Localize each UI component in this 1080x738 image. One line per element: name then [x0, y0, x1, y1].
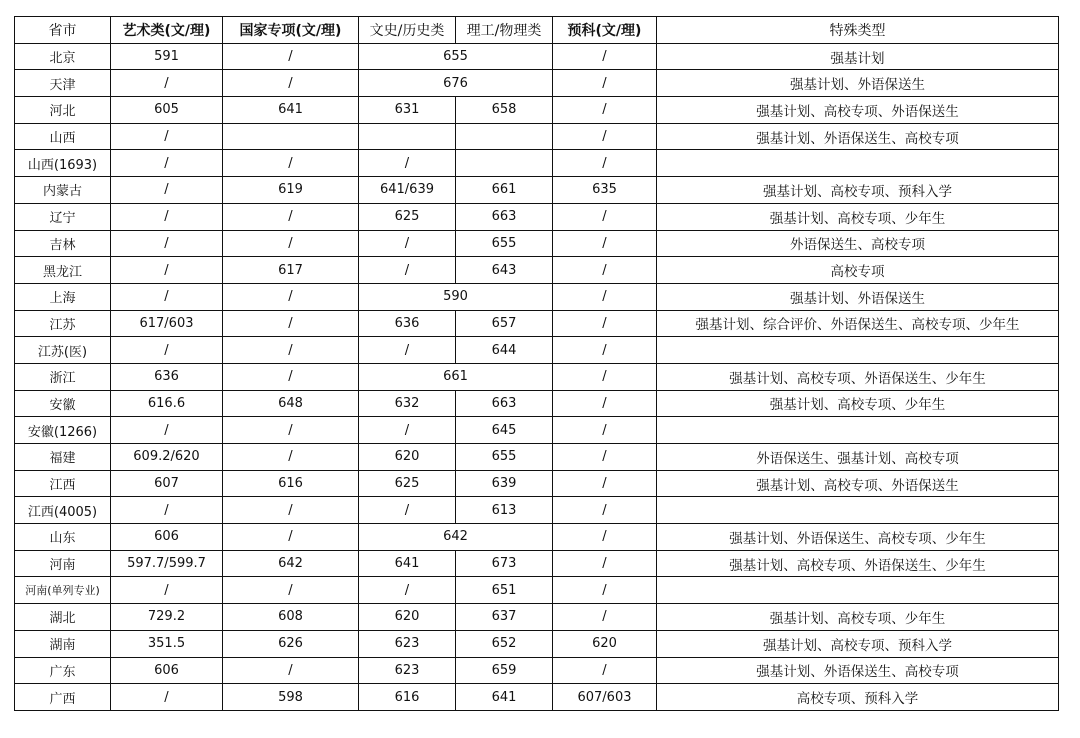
combined-score-cell: 661: [359, 363, 553, 390]
art-score-cell: /: [111, 684, 223, 711]
liberal-arts-score-cell: 620: [359, 444, 456, 471]
combined-score-cell: 642: [359, 524, 553, 551]
special-type-cell: 强基计划、高校专项、预科入学: [657, 630, 1059, 657]
national-special-cell: 598: [223, 684, 359, 711]
special-type-cell: 强基计划、外语保送生、高校专项、少年生: [657, 524, 1059, 551]
national-special-cell: [223, 123, 359, 150]
liberal-arts-score-cell: /: [359, 417, 456, 444]
table-row: [15, 550, 1059, 577]
liberal-arts-score-cell: 625: [359, 470, 456, 497]
table-row: [15, 43, 1059, 70]
liberal-arts-score-cell: /: [359, 150, 456, 177]
national-special-cell: 617: [223, 257, 359, 284]
special-type-cell: 强基计划、高校专项、少年生: [657, 604, 1059, 631]
table-row: [15, 257, 1059, 284]
table-row: [15, 390, 1059, 417]
liberal-arts-score-cell: 632: [359, 390, 456, 417]
science-score-cell: 637: [456, 604, 553, 631]
table-row: [15, 444, 1059, 471]
table-row: [15, 337, 1059, 364]
province-cell: 黑龙江: [15, 257, 111, 284]
national-special-cell: 619: [223, 177, 359, 204]
preparatory-score-cell: /: [553, 97, 657, 124]
national-special-cell: /: [223, 203, 359, 230]
province-cell: 吉林: [15, 230, 111, 257]
preparatory-score-cell: /: [553, 444, 657, 471]
preparatory-score-cell: /: [553, 283, 657, 310]
art-score-cell: 609.2/620: [111, 444, 223, 471]
national-special-cell: 608: [223, 604, 359, 631]
province-cell: 福建: [15, 444, 111, 471]
province-cell: 河南(单列专业): [15, 577, 111, 604]
science-score-cell: 644: [456, 337, 553, 364]
province-cell: 天津: [15, 70, 111, 97]
preparatory-score-cell: /: [553, 43, 657, 70]
liberal-arts-score-cell: 623: [359, 657, 456, 684]
science-score-cell: 655: [456, 444, 553, 471]
preparatory-score-cell: /: [553, 417, 657, 444]
liberal-arts-score-cell: 620: [359, 604, 456, 631]
province-cell: 河南: [15, 550, 111, 577]
science-score-cell: 661: [456, 177, 553, 204]
header-national-special: 国家专项(文/理): [223, 17, 359, 44]
liberal-arts-score-cell: 625: [359, 203, 456, 230]
art-score-cell: 616.6: [111, 390, 223, 417]
combined-score-cell: 590: [359, 283, 553, 310]
special-type-cell: 强基计划、高校专项、少年生: [657, 390, 1059, 417]
table-row: [15, 177, 1059, 204]
header-liberal-arts: 文史/历史类: [359, 17, 456, 44]
special-type-cell: 强基计划、外语保送生、高校专项: [657, 123, 1059, 150]
science-score-cell: 641: [456, 684, 553, 711]
national-special-cell: 641: [223, 97, 359, 124]
province-cell: 北京: [15, 43, 111, 70]
science-score-cell: 657: [456, 310, 553, 337]
province-cell: 湖南: [15, 630, 111, 657]
preparatory-score-cell: /: [553, 123, 657, 150]
special-type-cell: 强基计划、外语保送生: [657, 70, 1059, 97]
province-cell: 江苏(医): [15, 337, 111, 364]
national-special-cell: /: [223, 283, 359, 310]
science-score-cell: 655: [456, 230, 553, 257]
special-type-cell: 强基计划、综合评价、外语保送生、高校专项、少年生: [657, 310, 1059, 337]
special-type-cell: 高校专项: [657, 257, 1059, 284]
art-score-cell: /: [111, 123, 223, 150]
table-row: [15, 123, 1059, 150]
preparatory-score-cell: 635: [553, 177, 657, 204]
liberal-arts-score-cell: 623: [359, 630, 456, 657]
table-row: [15, 363, 1059, 390]
art-score-cell: 597.7/599.7: [111, 550, 223, 577]
national-special-cell: /: [223, 70, 359, 97]
province-cell: 山西(1693): [15, 150, 111, 177]
art-score-cell: 729.2: [111, 604, 223, 631]
liberal-arts-score-cell: 641/639: [359, 177, 456, 204]
preparatory-score-cell: /: [553, 230, 657, 257]
science-score-cell: 658: [456, 97, 553, 124]
art-score-cell: /: [111, 417, 223, 444]
table-row: [15, 630, 1059, 657]
art-score-cell: /: [111, 497, 223, 524]
province-cell: 安徽: [15, 390, 111, 417]
preparatory-score-cell: 620: [553, 630, 657, 657]
national-special-cell: /: [223, 363, 359, 390]
national-special-cell: /: [223, 43, 359, 70]
science-score-cell: 643: [456, 257, 553, 284]
national-special-cell: /: [223, 524, 359, 551]
special-type-cell: [657, 337, 1059, 364]
special-type-cell: 高校专项、预科入学: [657, 684, 1059, 711]
liberal-arts-score-cell: /: [359, 230, 456, 257]
art-score-cell: /: [111, 203, 223, 230]
table-row: [15, 497, 1059, 524]
table-row: [15, 577, 1059, 604]
header-special-type: 特殊类型: [657, 17, 1059, 44]
national-special-cell: /: [223, 657, 359, 684]
preparatory-score-cell: /: [553, 550, 657, 577]
table-row: [15, 417, 1059, 444]
province-cell: 广东: [15, 657, 111, 684]
science-score-cell: 652: [456, 630, 553, 657]
art-score-cell: /: [111, 257, 223, 284]
province-cell: 河北: [15, 97, 111, 124]
national-special-cell: 648: [223, 390, 359, 417]
province-cell: 辽宁: [15, 203, 111, 230]
science-score-cell: 613: [456, 497, 553, 524]
liberal-arts-score-cell: [359, 123, 456, 150]
science-score-cell: [456, 150, 553, 177]
table-row: [15, 310, 1059, 337]
preparatory-score-cell: /: [553, 657, 657, 684]
national-special-cell: /: [223, 150, 359, 177]
preparatory-score-cell: /: [553, 337, 657, 364]
art-score-cell: /: [111, 337, 223, 364]
combined-score-cell: 676: [359, 70, 553, 97]
science-score-cell: 663: [456, 390, 553, 417]
province-cell: 广西: [15, 684, 111, 711]
science-score-cell: 645: [456, 417, 553, 444]
special-type-cell: [657, 497, 1059, 524]
preparatory-score-cell: 607/603: [553, 684, 657, 711]
special-type-cell: 强基计划、高校专项、外语保送生、少年生: [657, 363, 1059, 390]
preparatory-score-cell: /: [553, 524, 657, 551]
national-special-cell: /: [223, 417, 359, 444]
province-cell: 山西: [15, 123, 111, 150]
national-special-cell: /: [223, 497, 359, 524]
preparatory-score-cell: /: [553, 70, 657, 97]
preparatory-score-cell: /: [553, 470, 657, 497]
special-type-cell: 外语保送生、强基计划、高校专项: [657, 444, 1059, 471]
table-row: [15, 97, 1059, 124]
province-cell: 安徽(1266): [15, 417, 111, 444]
preparatory-score-cell: /: [553, 390, 657, 417]
admission-score-table: [14, 16, 1059, 711]
special-type-cell: [657, 150, 1059, 177]
table-row: [15, 470, 1059, 497]
science-score-cell: 673: [456, 550, 553, 577]
preparatory-score-cell: /: [553, 577, 657, 604]
art-score-cell: 617/603: [111, 310, 223, 337]
province-cell: 江西(4005): [15, 497, 111, 524]
special-type-cell: 强基计划、高校专项、少年生: [657, 203, 1059, 230]
preparatory-score-cell: /: [553, 604, 657, 631]
preparatory-score-cell: /: [553, 497, 657, 524]
province-cell: 内蒙古: [15, 177, 111, 204]
preparatory-score-cell: /: [553, 257, 657, 284]
combined-score-cell: 655: [359, 43, 553, 70]
special-type-cell: 强基计划: [657, 43, 1059, 70]
special-type-cell: 强基计划、外语保送生: [657, 283, 1059, 310]
liberal-arts-score-cell: /: [359, 337, 456, 364]
science-score-cell: 659: [456, 657, 553, 684]
national-special-cell: 616: [223, 470, 359, 497]
table-row: [15, 524, 1059, 551]
special-type-cell: 强基计划、高校专项、预科入学: [657, 177, 1059, 204]
table-row: [15, 283, 1059, 310]
art-score-cell: /: [111, 230, 223, 257]
national-special-cell: /: [223, 444, 359, 471]
table-row: [15, 604, 1059, 631]
art-score-cell: /: [111, 177, 223, 204]
special-type-cell: 外语保送生、高校专项: [657, 230, 1059, 257]
science-score-cell: 663: [456, 203, 553, 230]
art-score-cell: 605: [111, 97, 223, 124]
header-row: [15, 17, 1059, 44]
header-preparatory: 预科(文/理): [553, 17, 657, 44]
liberal-arts-score-cell: 616: [359, 684, 456, 711]
national-special-cell: /: [223, 577, 359, 604]
art-score-cell: 606: [111, 524, 223, 551]
science-score-cell: [456, 123, 553, 150]
header-province: 省市: [15, 17, 111, 44]
preparatory-score-cell: /: [553, 150, 657, 177]
special-type-cell: [657, 417, 1059, 444]
national-special-cell: /: [223, 310, 359, 337]
national-special-cell: 642: [223, 550, 359, 577]
art-score-cell: 591: [111, 43, 223, 70]
province-cell: 上海: [15, 283, 111, 310]
liberal-arts-score-cell: /: [359, 577, 456, 604]
art-score-cell: /: [111, 577, 223, 604]
preparatory-score-cell: /: [553, 203, 657, 230]
liberal-arts-score-cell: 636: [359, 310, 456, 337]
liberal-arts-score-cell: 631: [359, 97, 456, 124]
science-score-cell: 651: [456, 577, 553, 604]
special-type-cell: [657, 577, 1059, 604]
national-special-cell: 626: [223, 630, 359, 657]
art-score-cell: /: [111, 283, 223, 310]
national-special-cell: /: [223, 337, 359, 364]
special-type-cell: 强基计划、高校专项、外语保送生: [657, 97, 1059, 124]
table-row: [15, 203, 1059, 230]
province-cell: 湖北: [15, 604, 111, 631]
table-row: [15, 150, 1059, 177]
province-cell: 浙江: [15, 363, 111, 390]
art-score-cell: /: [111, 70, 223, 97]
liberal-arts-score-cell: 641: [359, 550, 456, 577]
art-score-cell: 351.5: [111, 630, 223, 657]
preparatory-score-cell: /: [553, 363, 657, 390]
art-score-cell: 607: [111, 470, 223, 497]
province-cell: 江苏: [15, 310, 111, 337]
table-body: [15, 43, 1059, 710]
national-special-cell: /: [223, 230, 359, 257]
art-score-cell: /: [111, 150, 223, 177]
science-score-cell: 639: [456, 470, 553, 497]
special-type-cell: 强基计划、外语保送生、高校专项: [657, 657, 1059, 684]
table-row: [15, 657, 1059, 684]
header-art: 艺术类(文/理): [111, 17, 223, 44]
special-type-cell: 强基计划、高校专项、外语保送生、少年生: [657, 550, 1059, 577]
score-table-container: [14, 16, 1059, 711]
header-science: 理工/物理类: [456, 17, 553, 44]
art-score-cell: 636: [111, 363, 223, 390]
table-row: [15, 230, 1059, 257]
art-score-cell: 606: [111, 657, 223, 684]
liberal-arts-score-cell: /: [359, 497, 456, 524]
preparatory-score-cell: /: [553, 310, 657, 337]
table-row: [15, 684, 1059, 711]
table-row: [15, 70, 1059, 97]
province-cell: 山东: [15, 524, 111, 551]
province-cell: 江西: [15, 470, 111, 497]
liberal-arts-score-cell: /: [359, 257, 456, 284]
special-type-cell: 强基计划、高校专项、外语保送生: [657, 470, 1059, 497]
